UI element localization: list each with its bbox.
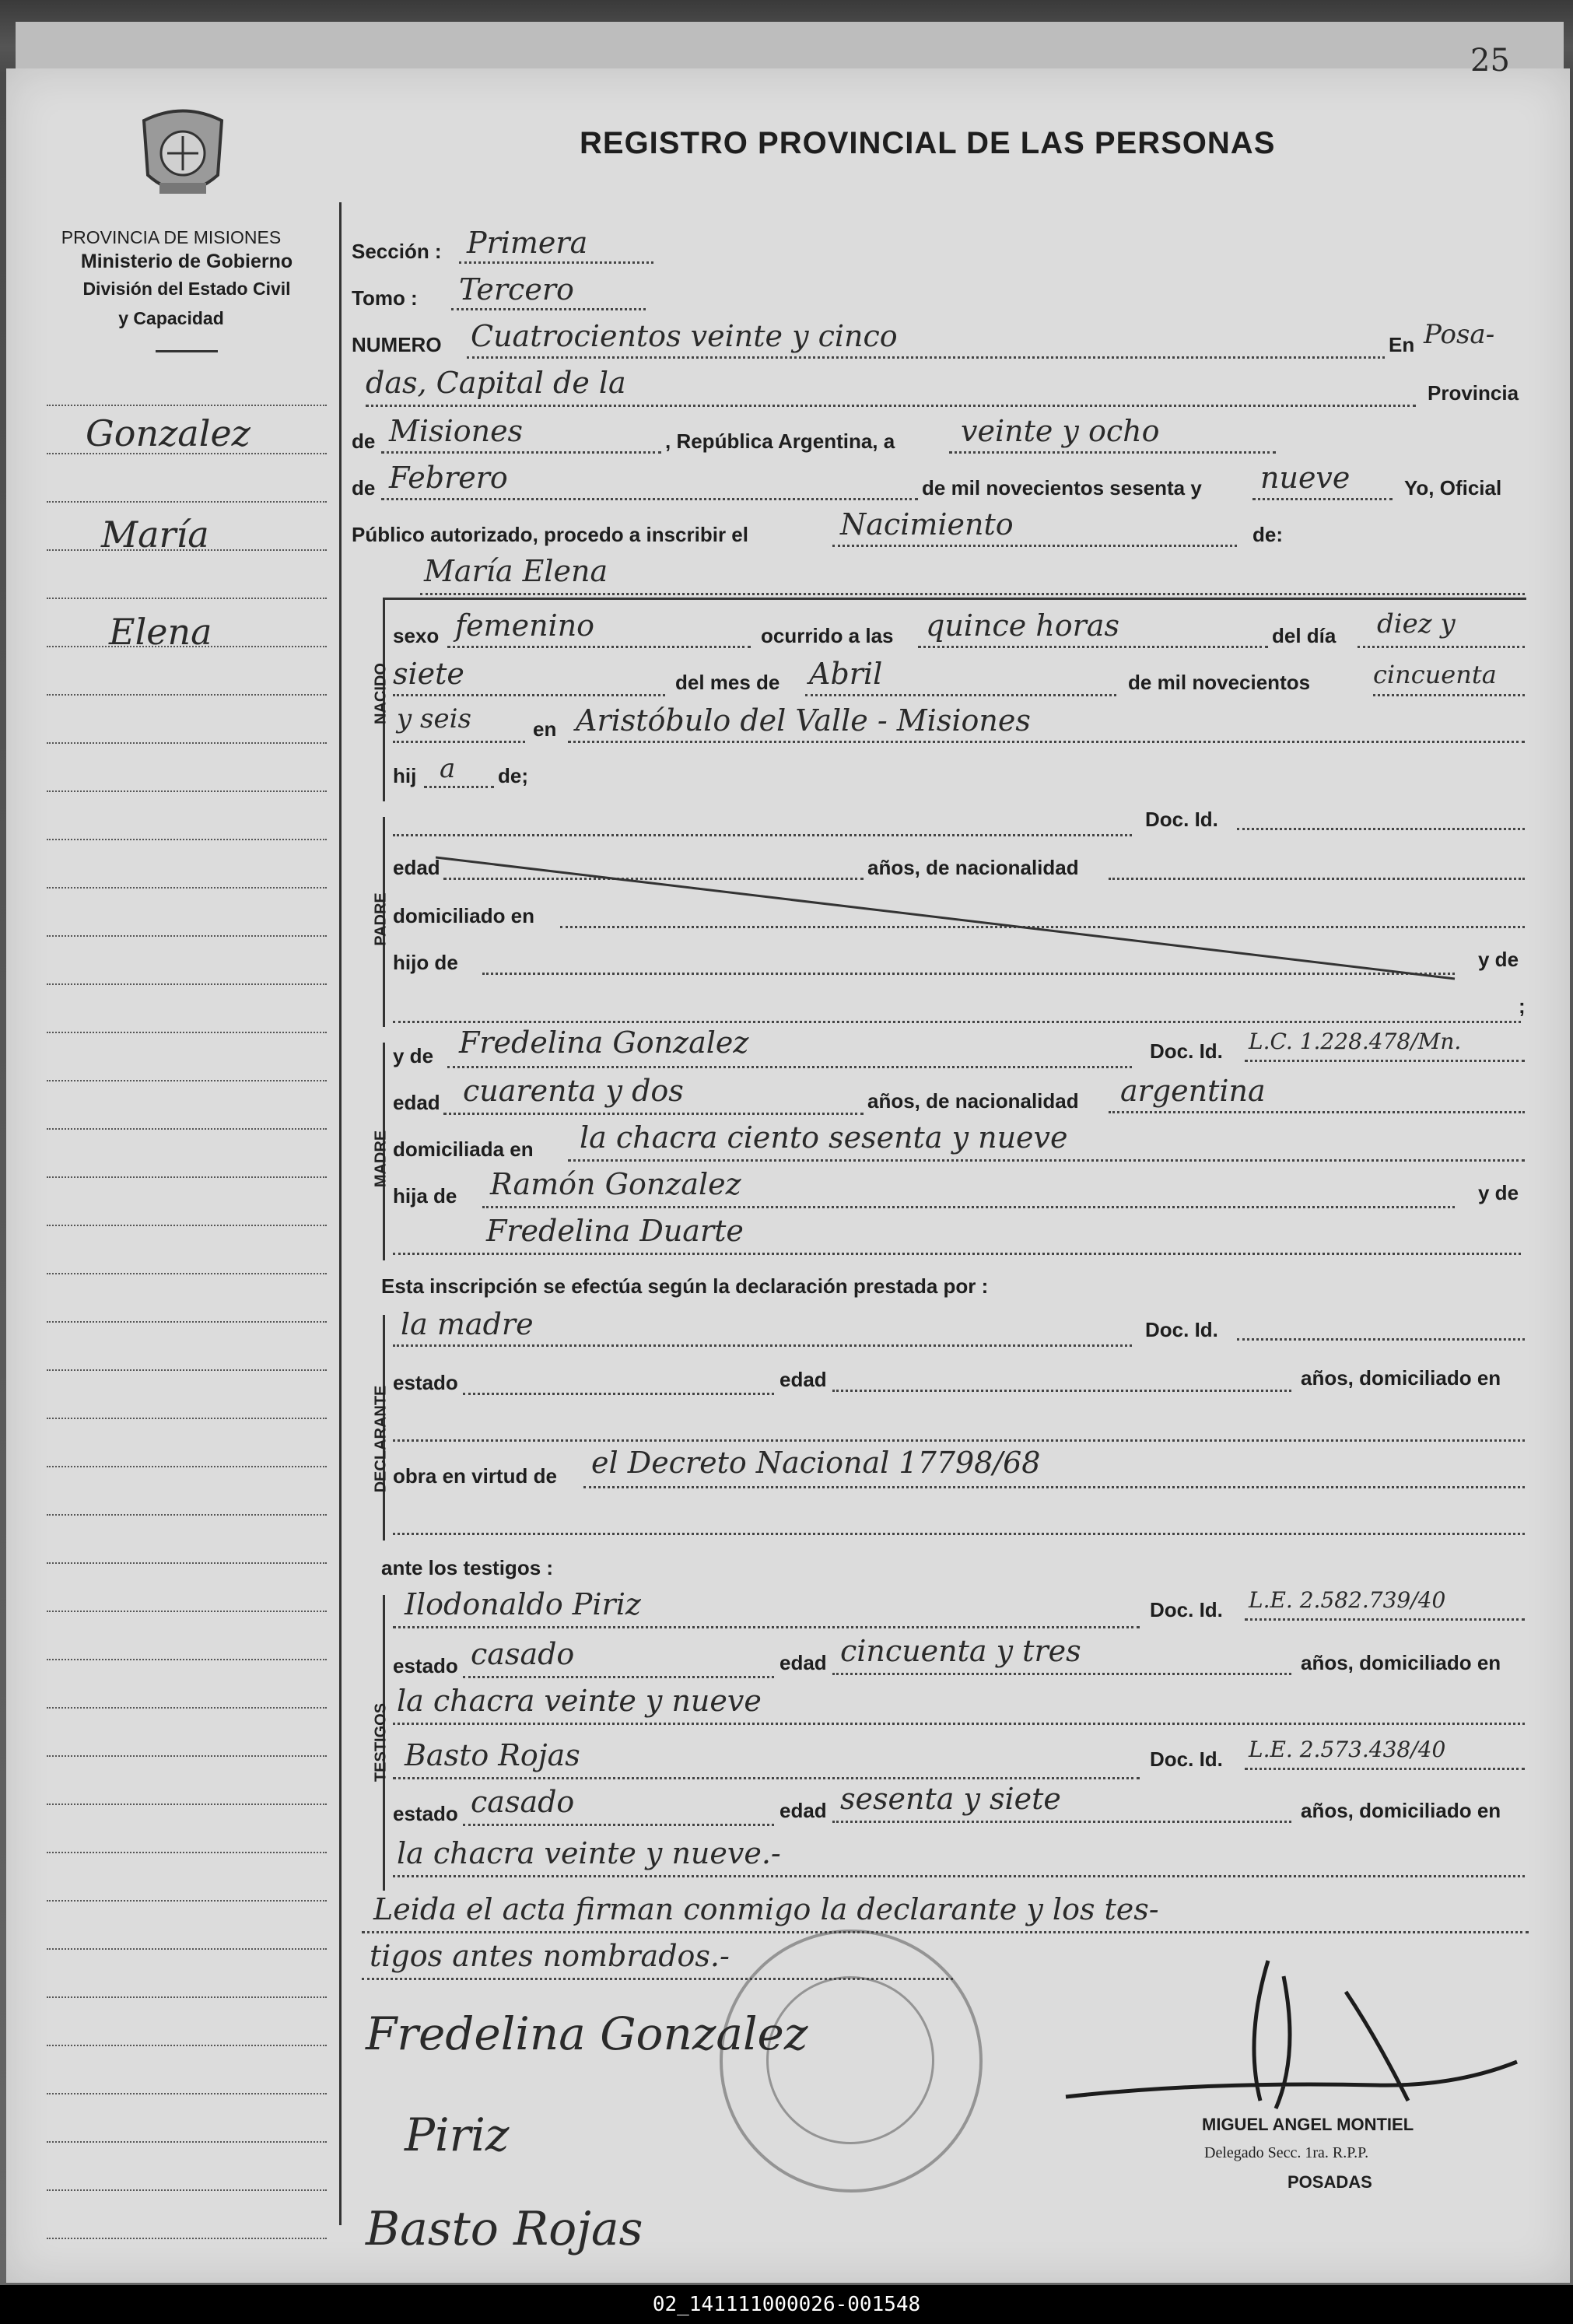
label-padre-nac: años, de nacionalidad bbox=[867, 856, 1079, 879]
scan-footer-id: 02_141111000026-001548 bbox=[0, 2285, 1573, 2324]
label-padre-dom: domiciliado en bbox=[393, 904, 535, 927]
section-label-declarante: DECLARANTE bbox=[372, 1385, 390, 1493]
value-sexo: femenino bbox=[455, 608, 595, 643]
margin-dotted-line bbox=[47, 1032, 327, 1033]
label-de-mes: de bbox=[352, 476, 376, 500]
label-de-prov: de bbox=[352, 429, 376, 453]
page-number: 25 bbox=[1470, 43, 1510, 79]
margin-dotted-line bbox=[47, 839, 327, 840]
value-madre-nac: argentina bbox=[1120, 1074, 1266, 1108]
label-ante-testigos: ante los testigos : bbox=[381, 1556, 554, 1579]
value-dia-a: diez y bbox=[1377, 608, 1456, 640]
margin-second-name: Elena bbox=[109, 611, 212, 653]
value-decreto: el Decreto Nacional 17798/68 bbox=[591, 1446, 1041, 1480]
margin-dotted-line bbox=[47, 1852, 327, 1853]
margin-dotted-line bbox=[47, 1418, 327, 1419]
label-madre-hija: hija de bbox=[393, 1184, 457, 1208]
margin-dotted-line bbox=[47, 1080, 327, 1081]
value-madre-dom: la chacra ciento sesenta y nueve bbox=[580, 1120, 1068, 1155]
margin-dotted-line bbox=[47, 1803, 327, 1805]
label-madre-dom: domiciliada en bbox=[393, 1137, 534, 1161]
value-provincia: Misiones bbox=[389, 414, 524, 448]
padre-strike-line bbox=[436, 848, 1463, 988]
label-de-mil-nov: de mil novecientos bbox=[1128, 671, 1311, 694]
margin-dotted-line bbox=[47, 1948, 327, 1950]
label-yo-oficial: Yo, Oficial bbox=[1404, 476, 1502, 500]
margin-dotted-line bbox=[47, 598, 327, 599]
value-testigo1-estado: casado bbox=[471, 1637, 575, 1671]
value-madre-doc: L.C. 1.228.478/Mn. bbox=[1249, 1029, 1462, 1054]
value-fecha-mes: Febrero bbox=[389, 461, 508, 495]
label-numero: NUMERO bbox=[352, 333, 442, 356]
label-testigo1-anos-dom: años, domiciliado en bbox=[1301, 1651, 1501, 1674]
label-publico: Público autorizado, procedo a inscribir el bbox=[352, 523, 748, 546]
margin-dotted-line bbox=[47, 790, 327, 792]
value-testigo1: Ilodonaldo Piriz bbox=[405, 1587, 641, 1621]
value-testigo2: Basto Rojas bbox=[405, 1738, 580, 1772]
margin-dotted-line bbox=[47, 2093, 327, 2094]
label-esta-inscripcion: Esta inscripción se efectúa según la declaración prestada por : bbox=[381, 1274, 989, 1298]
label-obra: obra en virtud de bbox=[393, 1464, 557, 1488]
section-label-testigos: TESTIGOS bbox=[372, 1702, 390, 1782]
label-declarante-edad: edad bbox=[779, 1368, 827, 1391]
label-testigo2-anos-dom: años, domiciliado en bbox=[1301, 1799, 1501, 1822]
label-del-dia: del día bbox=[1272, 624, 1337, 647]
margin-dotted-line bbox=[47, 887, 327, 889]
org-line-2: Ministerio de Gobierno bbox=[80, 251, 293, 272]
value-lugar: das, Capital de la bbox=[366, 366, 626, 400]
value-anio-b: y seis bbox=[397, 703, 471, 734]
value-en: Posa- bbox=[1424, 319, 1495, 350]
signature-testigo2: Basto Rojas bbox=[366, 2202, 643, 2256]
value-declarante: la madre bbox=[401, 1307, 534, 1341]
label-republica: , República Argentina, a bbox=[665, 429, 895, 453]
label-madre-nac: años, de nacionalidad bbox=[867, 1089, 1079, 1113]
label-declarante-anos-dom: años, domiciliado en bbox=[1301, 1366, 1501, 1390]
margin-dotted-line bbox=[47, 1562, 327, 1564]
margin-dotted-line bbox=[47, 983, 327, 985]
margin-surname: Gonzalez bbox=[86, 412, 250, 454]
label-en-lugar: en bbox=[533, 717, 557, 741]
margin-dotted-line bbox=[47, 1659, 327, 1660]
label-testigo2-edad: edad bbox=[779, 1799, 827, 1822]
value-testigo1-edad: cincuenta y tres bbox=[840, 1634, 1081, 1668]
label-testigo1-estado: estado bbox=[393, 1654, 458, 1677]
margin-dotted-line bbox=[47, 694, 327, 696]
org-line-4: y Capacidad bbox=[118, 308, 224, 328]
margin-dotted-line bbox=[47, 501, 327, 503]
value-testigo2-edad: sesenta y siete bbox=[840, 1782, 1061, 1816]
value-anio-a: cincuenta bbox=[1373, 660, 1497, 689]
margin-dotted-line bbox=[47, 1900, 327, 1902]
margin-dotted-line bbox=[47, 2189, 327, 2191]
section-label-nacido: NACIDO bbox=[372, 663, 390, 724]
margin-dotted-line bbox=[47, 1611, 327, 1612]
margin-dotted-line bbox=[47, 1996, 327, 1998]
value-tomo: Tercero bbox=[459, 272, 574, 307]
label-de-colon: de: bbox=[1252, 523, 1283, 546]
document-title: REGISTRO PROVINCIAL DE LAS PERSONAS bbox=[580, 126, 1276, 160]
label-padre-hijo: hijo de bbox=[393, 951, 458, 974]
label-del-mes: del mes de bbox=[675, 671, 780, 694]
margin-dotted-line bbox=[47, 1514, 327, 1516]
official-seal-inner-icon bbox=[766, 1976, 934, 2144]
margin-dotted-line bbox=[47, 2238, 327, 2239]
margin-dotted-line bbox=[47, 1369, 327, 1371]
label-declarante-estado: estado bbox=[393, 1371, 458, 1394]
official-signature bbox=[1050, 1945, 1533, 2124]
signature-declarante: Fredelina Gonzalez bbox=[366, 2007, 808, 2060]
official-title: Delegado Secc. 1ra. R.P.P. bbox=[1204, 2144, 1369, 2161]
value-lugar-nac: Aristóbulo del Valle - Misiones bbox=[576, 703, 1031, 738]
margin-dotted-line bbox=[47, 742, 327, 744]
org-line-3: División del Estado Civil bbox=[82, 279, 291, 299]
label-testigo1-doc: Doc. Id. bbox=[1150, 1598, 1223, 1621]
label-en: En bbox=[1389, 333, 1415, 356]
margin-dotted-line bbox=[47, 1321, 327, 1323]
closing-line-1: Leida el acta firman conmigo la declarante y los tes- bbox=[373, 1892, 1159, 1926]
label-madre-edad: edad bbox=[393, 1091, 440, 1114]
margin-dotted-line bbox=[47, 1466, 327, 1467]
value-madre-madre: Fredelina Duarte bbox=[486, 1214, 744, 1248]
label-padre-y-de: y de bbox=[1478, 948, 1519, 971]
official-place: POSADAS bbox=[1287, 2172, 1372, 2192]
label-testigo1-edad: edad bbox=[779, 1651, 827, 1674]
label-tomo: Tomo : bbox=[352, 286, 418, 310]
official-name: MIGUEL ANGEL MONTIEL bbox=[1202, 2115, 1414, 2134]
label-padre-doc: Doc. Id. bbox=[1145, 808, 1218, 831]
label-madre-doc: Doc. Id. bbox=[1150, 1039, 1223, 1063]
closing-line-2: tigos antes nombrados.- bbox=[370, 1939, 730, 1973]
margin-dotted-line bbox=[47, 1273, 327, 1274]
value-madre-padre: Ramón Gonzalez bbox=[490, 1167, 741, 1201]
label-de-semi: de; bbox=[498, 764, 528, 787]
value-fecha-dia: veinte y ocho bbox=[961, 414, 1160, 448]
section-label-padre: PADRE bbox=[372, 892, 390, 946]
margin-dotted-line bbox=[47, 2045, 327, 2046]
label-padre-edad: edad bbox=[393, 856, 440, 879]
value-mes: Abril bbox=[809, 657, 883, 691]
label-declarante-doc: Doc. Id. bbox=[1145, 1318, 1218, 1341]
value-hij-suffix: a bbox=[440, 753, 456, 784]
margin-dotted-line bbox=[47, 935, 327, 937]
value-madre-nombre: Fredelina Gonzalez bbox=[459, 1025, 749, 1060]
margin-dotted-line bbox=[47, 1225, 327, 1226]
value-numero: Cuatrocientos veinte y cinco bbox=[471, 319, 898, 353]
value-testigo2-doc: L.E. 2.573.438/40 bbox=[1249, 1737, 1446, 1762]
org-line-1: PROVINCIA DE MISIONES bbox=[61, 227, 282, 247]
margin-dotted-line bbox=[47, 1128, 327, 1130]
label-ocurrido: ocurrido a las bbox=[761, 624, 894, 647]
margin-first-name: María bbox=[101, 514, 209, 556]
label-sexo: sexo bbox=[393, 624, 440, 647]
margin-dotted-line bbox=[47, 405, 327, 406]
label-seccion: Sección : bbox=[352, 240, 442, 263]
value-seccion: Primera bbox=[467, 226, 588, 260]
margin-dotted-line bbox=[47, 1707, 327, 1709]
value-testigo2-dom: la chacra veinte y nueve.- bbox=[397, 1836, 781, 1870]
value-testigo1-dom: la chacra veinte y nueve bbox=[397, 1684, 762, 1718]
org-underline bbox=[156, 350, 218, 352]
value-acto: Nacimiento bbox=[840, 507, 1014, 542]
value-testigo1-doc: L.E. 2.582.739/40 bbox=[1249, 1587, 1446, 1613]
label-provincia: Provincia bbox=[1428, 381, 1519, 405]
value-hora: quince horas bbox=[926, 608, 1119, 643]
margin-rule bbox=[339, 202, 342, 2225]
value-fecha-anio: nueve bbox=[1260, 461, 1351, 495]
label-testigo2-estado: estado bbox=[393, 1802, 458, 1825]
provincial-coat-of-arms-icon bbox=[132, 105, 233, 206]
label-testigo2-doc: Doc. Id. bbox=[1150, 1747, 1223, 1771]
section-label-madre: MADRE bbox=[372, 1130, 390, 1188]
value-madre-edad: cuarenta y dos bbox=[463, 1074, 684, 1108]
value-nombre: María Elena bbox=[424, 554, 608, 588]
value-dia-b: siete bbox=[393, 657, 464, 691]
label-padre-semi: ; bbox=[1519, 994, 1526, 1018]
margin-dotted-line bbox=[47, 1755, 327, 1757]
value-testigo2-estado: casado bbox=[471, 1785, 575, 1819]
margin-dotted-line bbox=[47, 1176, 327, 1178]
signature-testigo1: Piriz bbox=[405, 2108, 510, 2161]
margin-dotted-line bbox=[47, 2141, 327, 2143]
label-hij: hij bbox=[393, 764, 417, 787]
label-de-mil: de mil novecientos sesenta y bbox=[922, 476, 1202, 500]
label-madre-y-de-2: y de bbox=[1478, 1181, 1519, 1204]
label-madre-y-de: y de bbox=[393, 1044, 434, 1067]
